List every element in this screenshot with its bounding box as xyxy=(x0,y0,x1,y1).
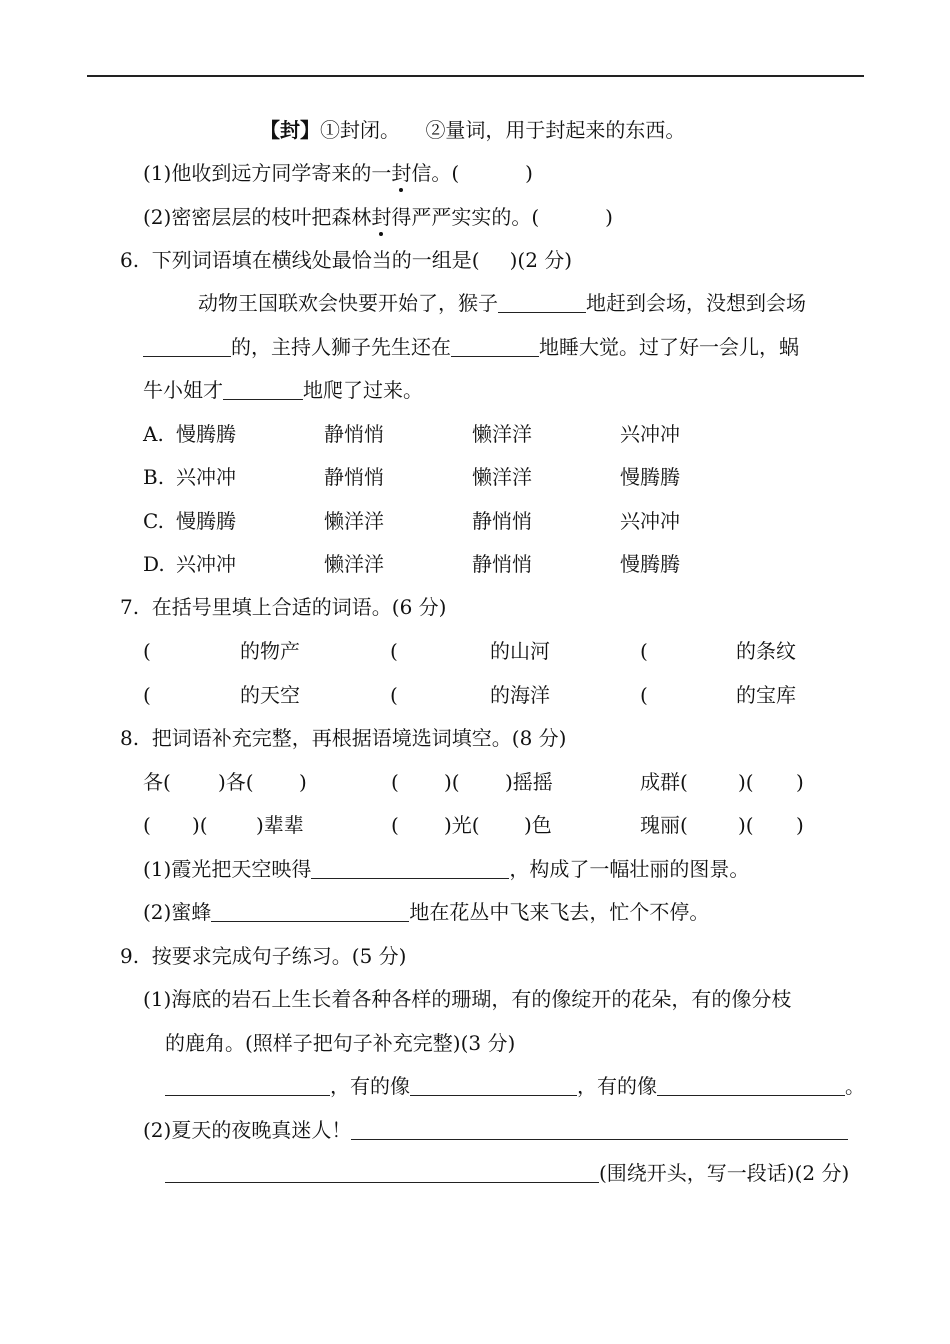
q8-fragment: 各( xyxy=(143,770,171,794)
q7-open-paren: ( xyxy=(390,639,398,663)
feng-label: 【封】 xyxy=(260,118,320,142)
option-word: 兴冲冲 xyxy=(620,509,680,533)
q8-fragment: )色 xyxy=(524,813,552,837)
q9-s1-fill-line xyxy=(165,1074,865,1098)
q9-fill-text-1: ，有的像 xyxy=(330,1074,410,1098)
q8-fragment: ( xyxy=(143,813,151,837)
feng-s1-text: (1)他收到远方同学寄来的一 xyxy=(143,161,392,185)
q7-item: 的山河 xyxy=(490,639,550,663)
q7-item: 的宝库 xyxy=(736,683,796,707)
q7-answer-space[interactable] xyxy=(155,639,240,663)
q6-blank-4[interactable] xyxy=(223,379,303,400)
q9-fill-blank-2[interactable] xyxy=(410,1075,577,1096)
feng-s2-dotted-char: 封 xyxy=(371,205,392,229)
q6-blank-2[interactable] xyxy=(143,336,231,357)
q6-blank-1[interactable] xyxy=(498,292,586,313)
option-word: 兴冲冲 xyxy=(176,552,236,576)
q8-s1-text: (1)霞光把天空映得 xyxy=(143,857,312,881)
q9-s2-line-1 xyxy=(143,1118,848,1142)
option-word: 懒洋洋 xyxy=(324,552,384,576)
q8-fragment: )各( xyxy=(218,770,254,794)
q7-open-paren: ( xyxy=(143,639,151,663)
q8-s1-text-end: ，构成了一幅壮丽的图景。 xyxy=(509,857,750,881)
q7-open-paren: ( xyxy=(640,683,648,707)
option-letter: B. xyxy=(143,465,165,489)
option-letter: D. xyxy=(143,552,165,576)
q8-s2-blank[interactable] xyxy=(211,901,409,922)
option-word: 懒洋洋 xyxy=(472,422,532,446)
q9-s2-instruction: (围绕开头，写一段话)(2 分) xyxy=(599,1161,850,1185)
feng-s2-text-end: 得严严实实的。( xyxy=(391,205,540,229)
q8-stem: 8. 把词语补充完整，再根据语境选词填空。(8 分) xyxy=(120,726,567,750)
q9-fill-end: 。 xyxy=(845,1074,865,1098)
option-word: 懒洋洋 xyxy=(472,465,532,489)
q8-fragment: ) xyxy=(299,770,307,794)
q8-s1-blank[interactable] xyxy=(311,858,509,879)
q9-s2-blank-2[interactable] xyxy=(165,1162,599,1183)
q9-s1-line-1: (1)海底的岩石上生长着各种各样的珊瑚，有的像绽开的花朵，有的像分枝 xyxy=(143,987,792,1011)
q8-fragment: )( xyxy=(444,770,460,794)
option-word: 慢腾腾 xyxy=(176,422,236,446)
q8-fragment: )( xyxy=(192,813,208,837)
feng-s1-close: ) xyxy=(525,161,533,185)
option-letter: A. xyxy=(143,422,164,446)
feng-meaning-2: ②量词，用于封起来的东西。 xyxy=(425,118,686,142)
q9-fill-blank-1[interactable] xyxy=(165,1075,330,1096)
option-word: 慢腾腾 xyxy=(176,509,236,533)
feng-s1-dotted-char: 封 xyxy=(391,161,412,185)
q8-fragment: )( xyxy=(738,770,754,794)
q6-p2-text-end: 地睡大觉。过了好一会儿，蜗 xyxy=(539,335,799,359)
q8-fragment: )摇摇 xyxy=(505,770,553,794)
q9-fill-blank-3[interactable] xyxy=(657,1075,845,1096)
q8-fragment: 成群( xyxy=(640,770,688,794)
q7-item: 的条纹 xyxy=(736,639,796,663)
option-word: 静悄悄 xyxy=(324,465,384,489)
q8-fragment: 瑰丽( xyxy=(640,813,688,837)
q6-p2-text: 的，主持人狮子先生还在 xyxy=(231,335,451,359)
feng-definition xyxy=(260,118,685,142)
top-rule xyxy=(87,75,864,77)
q7-stem: 7. 在括号里填上合适的词语。(6 分) xyxy=(120,595,447,619)
q9-s2-line-2 xyxy=(165,1161,849,1185)
q7-open-paren: ( xyxy=(640,639,648,663)
q6-p3-text-end: 地爬了过来。 xyxy=(303,378,423,402)
option-word: 兴冲冲 xyxy=(176,465,236,489)
q7-answer-space[interactable] xyxy=(652,683,736,707)
q8-s2-text-end: 地在花丛中飞来飞去，忙个不停。 xyxy=(409,900,710,924)
feng-s2-close: ) xyxy=(605,205,613,229)
feng-meaning-1: ①封闭。 xyxy=(320,118,400,142)
q7-answer-space[interactable] xyxy=(402,683,490,707)
feng-s2-text: (2)密密层层的枝叶把森林 xyxy=(143,205,372,229)
q7-open-paren: ( xyxy=(390,683,398,707)
option-word: 慢腾腾 xyxy=(620,552,680,576)
q8-s2-text: (2)蜜蜂 xyxy=(143,900,212,924)
q8-sentence-1 xyxy=(143,857,749,881)
q8-fragment: ( xyxy=(391,770,399,794)
option-word: 懒洋洋 xyxy=(324,509,384,533)
q6-stem xyxy=(120,248,572,272)
feng-s1-text-end: 信。( xyxy=(411,161,460,185)
q8-fragment: ) xyxy=(796,813,804,837)
q9-s2-blank-1[interactable] xyxy=(351,1119,848,1140)
q8-fragment: ) xyxy=(796,770,804,794)
q7-answer-space[interactable] xyxy=(402,639,490,663)
q7-item: 的物产 xyxy=(240,639,300,663)
q7-answer-space[interactable] xyxy=(155,683,240,707)
feng-sentence-1 xyxy=(143,161,533,185)
q9-s2-text: (2)夏天的夜晚真迷人！ xyxy=(143,1118,352,1142)
option-word: 慢腾腾 xyxy=(620,465,680,489)
q6-passage-line-2 xyxy=(143,335,799,359)
q7-answer-space[interactable] xyxy=(652,639,736,663)
q9-s1-line-2: 的鹿角。(照样子把句子补充完整)(3 分) xyxy=(165,1031,516,1055)
q6-p1-text-end: 地赶到会场，没想到会场 xyxy=(586,291,806,315)
q7-item: 的海洋 xyxy=(490,683,550,707)
q6-stem-score: )(2 分) xyxy=(509,248,573,272)
feng-sentence-2 xyxy=(143,205,613,229)
q6-stem-text: 6. 下列词语填在横线处最恰当的一组是( xyxy=(120,248,480,272)
q8-fragment: )( xyxy=(738,813,754,837)
q6-passage-line-3 xyxy=(143,378,423,402)
q8-sentence-2 xyxy=(143,900,709,924)
q7-item: 的天空 xyxy=(240,683,300,707)
q7-open-paren: ( xyxy=(143,683,151,707)
q8-fragment: )光( xyxy=(444,813,480,837)
q6-passage-line-1 xyxy=(198,291,806,315)
q9-fill-text-2: ，有的像 xyxy=(577,1074,657,1098)
q6-p3-text: 牛小姐才 xyxy=(143,378,223,402)
q8-fragment: )辈辈 xyxy=(256,813,304,837)
q6-p1-text: 动物王国联欢会快要开始了，猴子 xyxy=(198,291,498,315)
option-letter: C. xyxy=(143,509,164,533)
q6-blank-3[interactable] xyxy=(451,336,539,357)
option-word: 静悄悄 xyxy=(324,422,384,446)
q8-fragment: ( xyxy=(391,813,399,837)
option-word: 静悄悄 xyxy=(472,509,532,533)
option-word: 兴冲冲 xyxy=(620,422,680,446)
option-word: 静悄悄 xyxy=(472,552,532,576)
q9-stem: 9. 按要求完成句子练习。(5 分) xyxy=(120,944,407,968)
